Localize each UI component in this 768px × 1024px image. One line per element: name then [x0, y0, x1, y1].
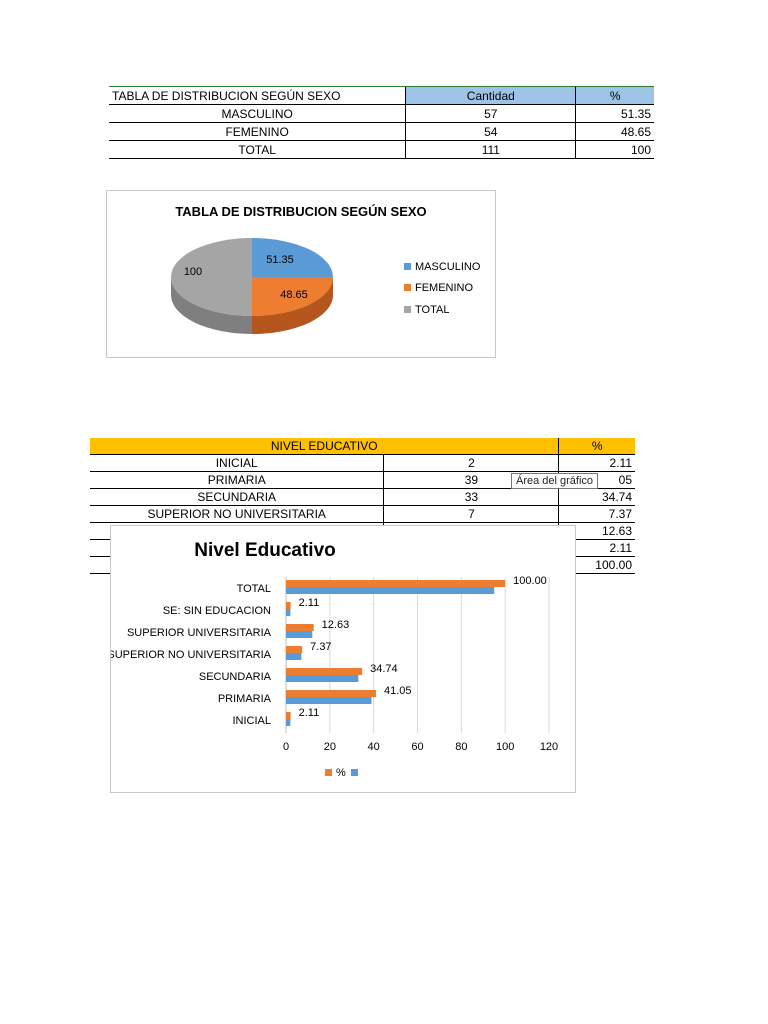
- bar-series2: [286, 587, 494, 594]
- bar-series2: [286, 631, 312, 638]
- pie-chart-title: TABLA DE DISTRIBUCION SEGÚN SEXO: [175, 204, 427, 219]
- table-cell[interactable]: MASCULINO: [109, 105, 406, 123]
- category-label: INICIAL: [232, 715, 271, 727]
- bar-data-label: 34.74: [370, 663, 398, 675]
- bar-percent: [286, 580, 505, 587]
- bar-percent: [286, 712, 291, 719]
- bar-series2: [286, 719, 290, 726]
- category-label: SECUNDARIA: [198, 671, 271, 683]
- bar-series2: [286, 609, 290, 616]
- category-label: SE: SIN EDUCACION: [162, 605, 271, 617]
- pie-label-total: 100: [183, 266, 203, 278]
- bar-series2: [286, 675, 358, 682]
- table-cell[interactable]: 7: [384, 506, 559, 523]
- table-header-percent[interactable]: %: [576, 87, 654, 105]
- bar-data-label: 7.37: [310, 641, 332, 653]
- legend-swatch-series2: [351, 769, 358, 776]
- table-cell[interactable]: 57: [406, 105, 576, 123]
- table-cell[interactable]: 39: [384, 472, 559, 489]
- x-tick-label: 0: [282, 741, 290, 753]
- pie-chart-svg: [107, 191, 495, 357]
- table-cell[interactable]: 05: [559, 472, 635, 489]
- bar-series2: [286, 653, 301, 660]
- bar-percent: [286, 668, 362, 675]
- table-cell[interactable]: 100: [576, 141, 654, 159]
- legend-label-percent[interactable]: %: [336, 767, 346, 779]
- table-cell[interactable]: 2.11: [559, 455, 635, 472]
- table-cell[interactable]: PRIMARIA: [90, 472, 384, 489]
- pie-label-femenino: 48.65: [280, 289, 308, 301]
- table-cell[interactable]: 7.37: [559, 506, 635, 523]
- table-cell[interactable]: 48.65: [576, 123, 654, 141]
- bar-data-label: 2.11: [298, 597, 320, 609]
- bar-series2: [286, 697, 371, 704]
- chart-area-tooltip: Área del gráfico: [511, 473, 598, 489]
- bar-chart-title: Nivel Educativo: [194, 540, 336, 561]
- table-row: [109, 123, 654, 141]
- x-tick-label: 60: [411, 741, 424, 753]
- bar-data-label: 41.05: [383, 685, 412, 697]
- table-header-row: [90, 438, 635, 455]
- table-cell[interactable]: 34.74: [559, 489, 635, 506]
- table-cell[interactable]: TOTAL: [109, 141, 406, 159]
- legend-label-masculino[interactable]: MASCULINO: [415, 261, 481, 273]
- table-header-nivel[interactable]: NIVEL EDUCATIVO: [90, 438, 559, 455]
- table-cell[interactable]: FEMENINO: [109, 123, 406, 141]
- table-cell[interactable]: 100.00: [559, 557, 635, 574]
- table-cell[interactable]: 51.35: [576, 105, 654, 123]
- table-row: [90, 506, 635, 523]
- legend-swatch-masculino: [404, 263, 411, 270]
- bar-percent: [286, 690, 376, 697]
- legend-swatch-percent: [325, 769, 332, 776]
- category-label: SUPERIOR NO UNIVERSITARIA: [111, 649, 271, 661]
- bar-data-label: 100.00: [513, 575, 547, 587]
- x-tick-label: 20: [323, 741, 336, 753]
- bar-chart-area[interactable]: [110, 525, 576, 793]
- bar-percent: [286, 602, 291, 609]
- legend-swatch-total: [404, 306, 411, 313]
- table-header-title[interactable]: TABLA DE DISTRIBUCION SEGÚN SEXO: [109, 87, 406, 105]
- category-label: PRIMARIA: [217, 693, 271, 705]
- table-row: [90, 489, 635, 506]
- table-header-cantidad[interactable]: Cantidad: [406, 87, 576, 105]
- legend-label-total[interactable]: TOTAL: [415, 304, 450, 316]
- bar-percent: [286, 646, 302, 653]
- table-cell[interactable]: 2.11: [559, 540, 635, 557]
- category-label: SUPERIOR UNIVERSITARIA: [126, 627, 271, 639]
- bar-percent: [286, 624, 314, 631]
- table-cell[interactable]: 33: [384, 489, 559, 506]
- x-tick-label: 120: [539, 741, 559, 753]
- table-cell[interactable]: SUPERIOR NO UNIVERSITARIA: [90, 506, 384, 523]
- x-tick-label: 100: [495, 741, 515, 753]
- table-cell[interactable]: SECUNDARIA: [90, 489, 384, 506]
- table-row: [90, 455, 635, 472]
- pie-chart-area[interactable]: [106, 190, 496, 358]
- legend-swatch-femenino: [404, 284, 411, 291]
- table-cell[interactable]: 2: [384, 455, 559, 472]
- bar-chart-svg: [111, 526, 575, 792]
- sex-distribution-table: [109, 86, 654, 159]
- bar-data-label: 2.11: [298, 707, 320, 719]
- table-header-row: [109, 87, 654, 105]
- table-cell[interactable]: 12.63: [559, 523, 635, 540]
- x-tick-label: 80: [455, 741, 468, 753]
- category-label: TOTAL: [236, 583, 271, 595]
- table-header-percent[interactable]: %: [559, 438, 635, 455]
- x-tick-label: 40: [367, 741, 380, 753]
- table-row: [109, 105, 654, 123]
- table-cell[interactable]: 54: [406, 123, 576, 141]
- table-cell[interactable]: 111: [406, 141, 576, 159]
- pie-label-masculino: 51.35: [266, 254, 294, 266]
- bar-data-label: 12.63: [321, 619, 350, 631]
- table-cell[interactable]: INICIAL: [90, 455, 384, 472]
- table-row: [109, 141, 654, 159]
- legend-label-femenino[interactable]: FEMENINO: [415, 282, 474, 294]
